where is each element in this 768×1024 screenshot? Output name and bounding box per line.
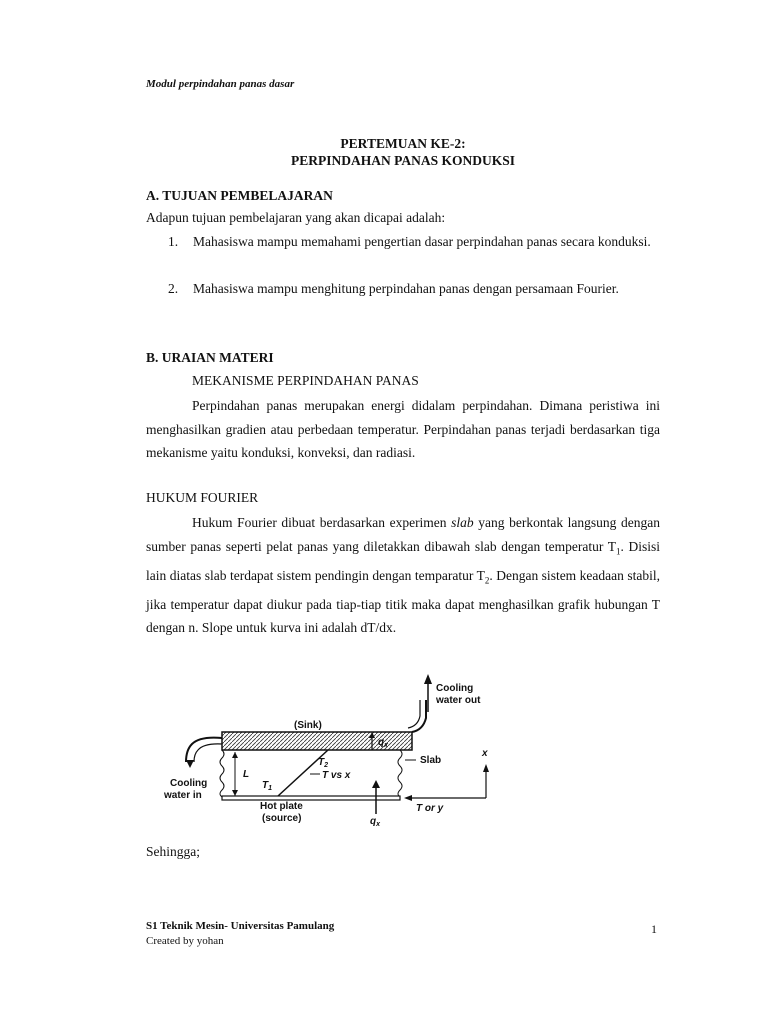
objective-item-2: [168, 277, 660, 301]
section-a-heading: A. TUJUAN PEMBELAJARAN: [146, 188, 333, 203]
sink-label: (Sink): [294, 720, 322, 731]
qx-top-label: $q_x$: [378, 737, 389, 749]
x-axis-label: x: [482, 748, 488, 759]
slab-term: slab: [451, 515, 474, 530]
section-b-subheading: MEKANISME PERPINDAHAN PANAS: [192, 373, 419, 388]
t2-label: $T_2$: [318, 757, 329, 769]
mechanism-paragraph: Perpindahan panas merupakan energi didalam perpindahan. Dimana peristiwa ini menghasilkan gradien atau perbedaan temperatur. Perpindahan panas terjadi berdasarkan tiga mekanisme yaitu konduksi, konveksi, dan radiasi.: [146, 398, 660, 460]
outlet-pipe: [412, 700, 426, 732]
inlet-pipe: [186, 738, 222, 762]
outlet-pipe-inner: [408, 700, 420, 728]
slab-label: Slab: [420, 755, 442, 766]
cooling-out-label-2: water out: [436, 695, 481, 706]
footer-institution: S1 Teknik Mesin- Universitas Pamulang: [146, 920, 335, 932]
objective-item-1: [168, 230, 660, 254]
t-or-y-label: T or y: [416, 803, 444, 814]
outlet-arrow-head: [424, 674, 432, 684]
page-number: 1: [651, 922, 657, 936]
slab-left-edge: [220, 750, 224, 797]
chapter-title-line2: PERPINDAHAN PANAS KONDUKSI: [290, 153, 515, 168]
fourier-paragraph: Hukum Fourier dibuat berdasarkan experimen slab yang berkontak langsung dengan sumber panas seperti pelat panas yang diletakkan dibawah slab dengan temperatur $T_1$. Disisi lain diatas slab terdapat sistem pendingin dengan temparatur $T_2$. Dengan sistem keadaan stabil, jika temperatur dapat diukur pada tiap-tiap titik maka dapat menghasilkan grafik hubungan T dengan n. Slope untuk kurva ini adalah dT/dx.: [146, 515, 661, 636]
inlet-arrow-head: [186, 760, 194, 768]
inlet-pipe-inner: [194, 744, 222, 762]
footer-author: Created by yohan: [146, 935, 224, 947]
chapter-title-line1: PERTEMUAN KE-2:: [340, 136, 466, 151]
sehingga-text: Sehingga;: [146, 844, 200, 859]
objective-number-2: 2.: [168, 281, 179, 296]
qx-bottom-label: $q_x$: [370, 816, 381, 828]
objective-text-2: Mahasiswa mampu menghitung perpindahan panas dengan persamaan Fourier.: [193, 281, 619, 296]
cooling-in-label-2: water in: [164, 790, 202, 801]
l-label: L: [243, 769, 250, 780]
objective-text-1: Mahasiswa mampu memahami pengertian dasar perpindahan panas secara konduksi.: [193, 234, 651, 249]
slab-conduction-figure: [160, 670, 490, 830]
objective-number-1: 1.: [168, 234, 179, 249]
slab-right-edge: [398, 750, 402, 797]
cooling-out-label-1: Cooling: [436, 683, 474, 694]
running-header: Modul perpindahan panas dasar: [146, 78, 295, 90]
cooling-in-label-1: Cooling: [170, 778, 208, 789]
hot-plate-label-2: (source): [262, 813, 302, 824]
section-b-heading: B. URAIAN MATERI: [146, 350, 274, 365]
section-a-intro: Adapun tujuan pembelajaran yang akan dicapai adalah:: [146, 210, 446, 225]
hot-plate: [222, 796, 400, 800]
fourier-heading: HUKUM FOURIER: [146, 490, 259, 505]
t-vs-x-label: T vs x: [322, 770, 351, 781]
hot-plate-label-1: Hot plate: [260, 801, 303, 812]
t1-label: $T_1$: [262, 780, 273, 792]
